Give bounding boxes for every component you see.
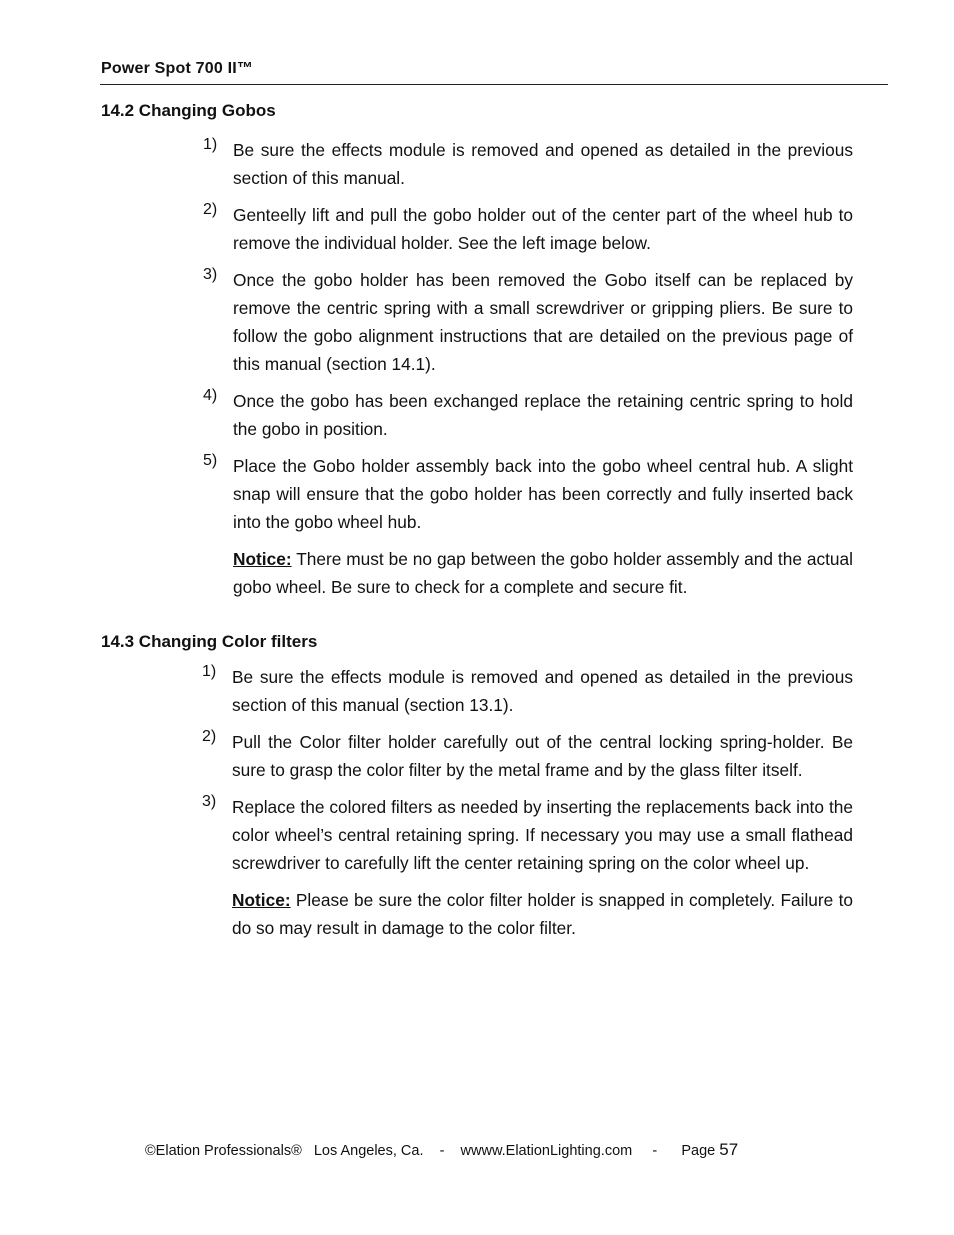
step-number: 1): [203, 136, 218, 153]
step-number: 3): [203, 266, 218, 283]
list-item: [203, 201, 853, 257]
step-number: 2): [202, 728, 217, 745]
notice-label: Notice:: [232, 890, 291, 910]
footer-copyright: ©Elation Professionals® Los Angeles, Ca. - wwww.ElationLighting.com - Page: [145, 1143, 720, 1159]
page-number: 57: [719, 1140, 739, 1159]
list-item: [203, 136, 853, 192]
section-heading-gobos: 14.2 Changing Gobos: [101, 101, 276, 120]
step-text: Pull the Color filter holder carefully out of the central locking spring-holder. Be sure to grasp the color filter by the metal frame and by the glass filter itself.: [232, 732, 853, 780]
list-item: [202, 793, 853, 877]
step-number: 3): [202, 793, 217, 810]
page-header-title: Power Spot 700 II™: [101, 60, 254, 77]
step-text: Genteelly lift and pull the gobo holder out of the center part of the wheel hub to remove the individual holder. See the left image below.: [233, 205, 853, 253]
step-number: 2): [203, 201, 218, 218]
list-item: [202, 728, 853, 784]
step-number: 5): [203, 452, 218, 469]
color-filter-notice: [232, 886, 853, 942]
header-divider: [100, 84, 888, 85]
step-text: Once the gobo has been exchanged replace the retaining centric spring to hold the gobo in position.: [233, 391, 853, 439]
notice-text: Please be sure the color filter holder is snapped in completely. Failure to do so may result in damage to the color filter.: [232, 890, 853, 938]
page-footer: [145, 1140, 738, 1160]
gobo-steps-list: [203, 136, 853, 601]
section-heading-color-filters: 14.3 Changing Color filters: [101, 632, 318, 651]
step-number: 1): [202, 663, 217, 680]
notice-text: There must be no gap between the gobo holder assembly and the actual gobo wheel. Be sure to check for a complete and secure fit.: [233, 549, 853, 597]
step-text: Once the gobo holder has been removed the Gobo itself can be replaced by remove the centric spring with a small screwdriver or gripping pliers. Be sure to follow the gobo alignment instructions that are detailed on the previous page of this manual (section 14.1).: [233, 270, 853, 374]
step-text: Be sure the effects module is removed and opened as detailed in the previous section of this manual (section 13.1).: [232, 667, 853, 715]
gobo-notice: [233, 545, 853, 601]
step-text: Replace the colored filters as needed by inserting the replacements back into the color wheel’s central retaining spring. If necessary you may use a small flathead screwdriver to carefully lift the center retaining spring on the color wheel up.: [232, 797, 853, 873]
list-item: [202, 663, 853, 719]
step-number: 4): [203, 387, 218, 404]
list-item: [203, 387, 853, 443]
list-item: [203, 452, 853, 536]
notice-label: Notice:: [233, 549, 292, 569]
color-filter-steps-list: [202, 663, 853, 942]
list-item: [203, 266, 853, 378]
step-text: Be sure the effects module is removed and opened as detailed in the previous section of this manual.: [233, 140, 853, 188]
step-text: Place the Gobo holder assembly back into the gobo wheel central hub. A slight snap will ensure that the gobo holder has been correctly and fully inserted back into the gobo wheel hub.: [233, 456, 853, 532]
